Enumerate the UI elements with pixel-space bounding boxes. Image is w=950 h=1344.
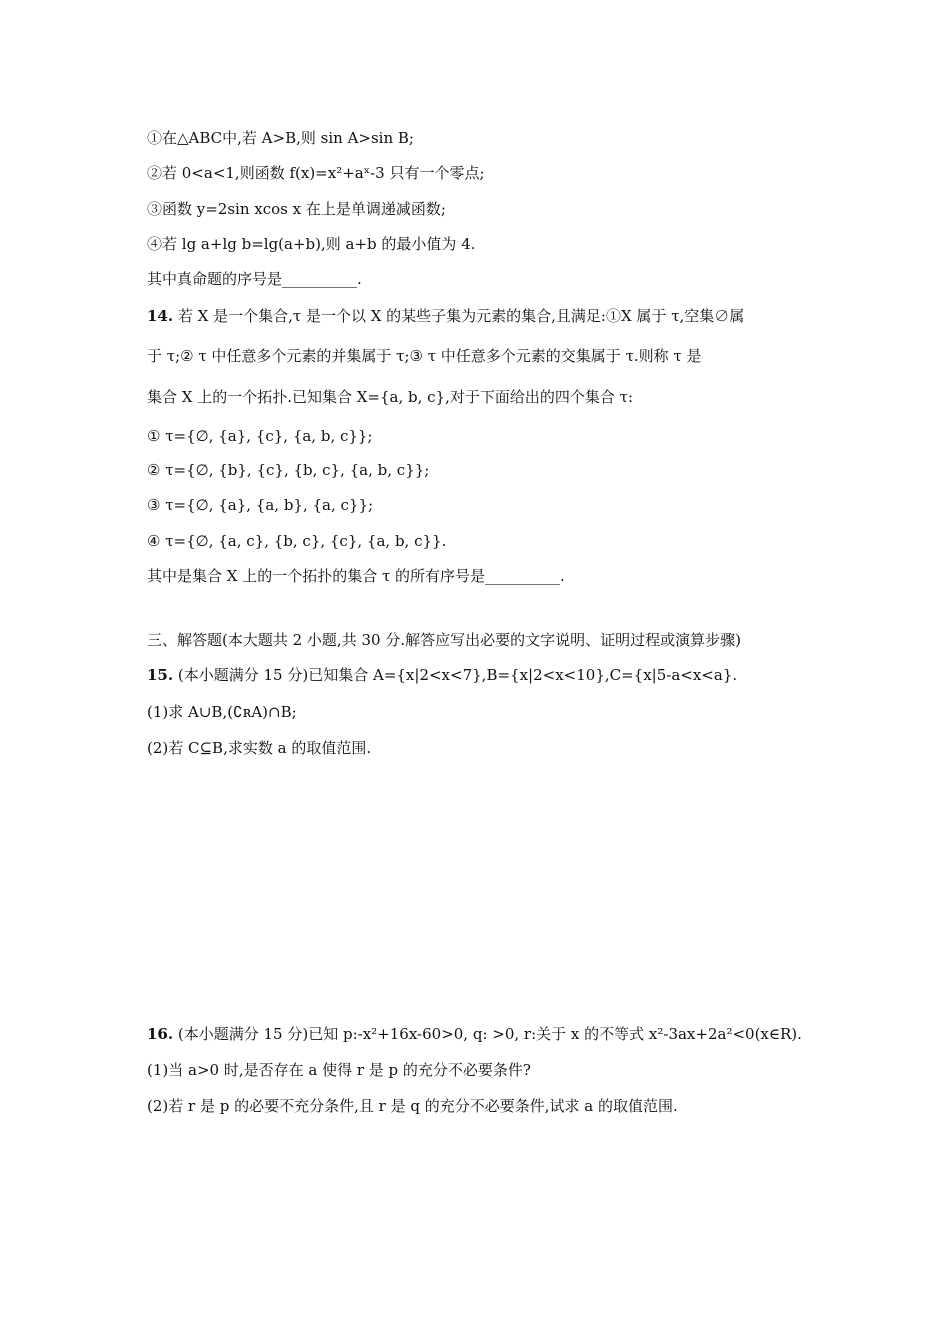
q14-stem-line-3: 集合 X 上的一个拓扑.已知集合 X={a, b, c},对于下面给出的四个集合 τ: bbox=[147, 388, 633, 406]
q13-item-3: ③函数 y=2sin xcos x 在上是单调递减函数; bbox=[147, 200, 446, 218]
q16-part-2: (2)若 r 是 p 的必要不充分条件,且 r 是 q 的充分不必要条件,试求 a 的取值范围. bbox=[147, 1097, 678, 1115]
q14-option-4: ④ τ={∅, {a, c}, {b, c}, {c}, {a, b, c}}. bbox=[147, 532, 447, 550]
q14-option-3: ③ τ={∅, {a}, {a, b}, {a, c}}; bbox=[147, 496, 374, 514]
q14-stem-line-1 bbox=[147, 306, 744, 326]
q14-stem-1: 若 X 是一个集合,τ 是一个以 X 的某些子集为元素的集合,且满足:①X 属于 τ,空集∅属 bbox=[177, 307, 745, 325]
q16-stem-line bbox=[147, 1024, 802, 1044]
q13-item-2: ②若 0<a<1,则函数 f(x)=x²+aˣ-3 只有一个零点; bbox=[147, 164, 485, 182]
q13-item-4: ④若 lg a+lg b=lg(a+b),则 a+b 的最小值为 4. bbox=[147, 235, 476, 253]
q14-option-1: ① τ={∅, {a}, {c}, {a, b, c}}; bbox=[147, 427, 373, 445]
q14-number: 14. bbox=[147, 307, 174, 325]
q15-number: 15. bbox=[147, 666, 174, 684]
q15-part-1: (1)求 A∪B,(∁ʀA)∩B; bbox=[147, 703, 297, 721]
q16-stem: (本小题满分 15 分)已知 p:-x²+16x-60>0, q: >0, r:关于 x 的不等式 x²-3ax+2a²<0(x∈R). bbox=[177, 1025, 802, 1043]
q16-number: 16. bbox=[147, 1025, 174, 1043]
q14-stem-line-2: 于 τ;② τ 中任意多个元素的并集属于 τ;③ τ 中任意多个元素的交集属于 τ.则称 τ 是 bbox=[147, 347, 702, 365]
q15-stem: (本小题满分 15 分)已知集合 A={x|2<x<7},B={x|2<x<10},C={x|5-a<x<a}. bbox=[177, 666, 738, 684]
q14-option-2: ② τ={∅, {b}, {c}, {b, c}, {a, b, c}}; bbox=[147, 461, 430, 479]
q14-ask: 其中是集合 X 上的一个拓扑的集合 τ 的所有序号是__________. bbox=[147, 567, 565, 585]
q15-stem-line bbox=[147, 665, 737, 685]
q15-part-2: (2)若 C⊆B,求实数 a 的取值范围. bbox=[147, 739, 372, 757]
section-3-heading: 三、解答题(本大题共 2 小题,共 30 分.解答应写出必要的文字说明、证明过程或演算步骤) bbox=[147, 631, 741, 649]
q16-part-1: (1)当 a>0 时,是否存在 a 使得 r 是 p 的充分不必要条件? bbox=[147, 1061, 531, 1079]
q13-ask: 其中真命题的序号是__________. bbox=[147, 270, 362, 288]
q13-item-1: ①在△ABC中,若 A>B,则 sin A>sin B; bbox=[147, 129, 414, 147]
